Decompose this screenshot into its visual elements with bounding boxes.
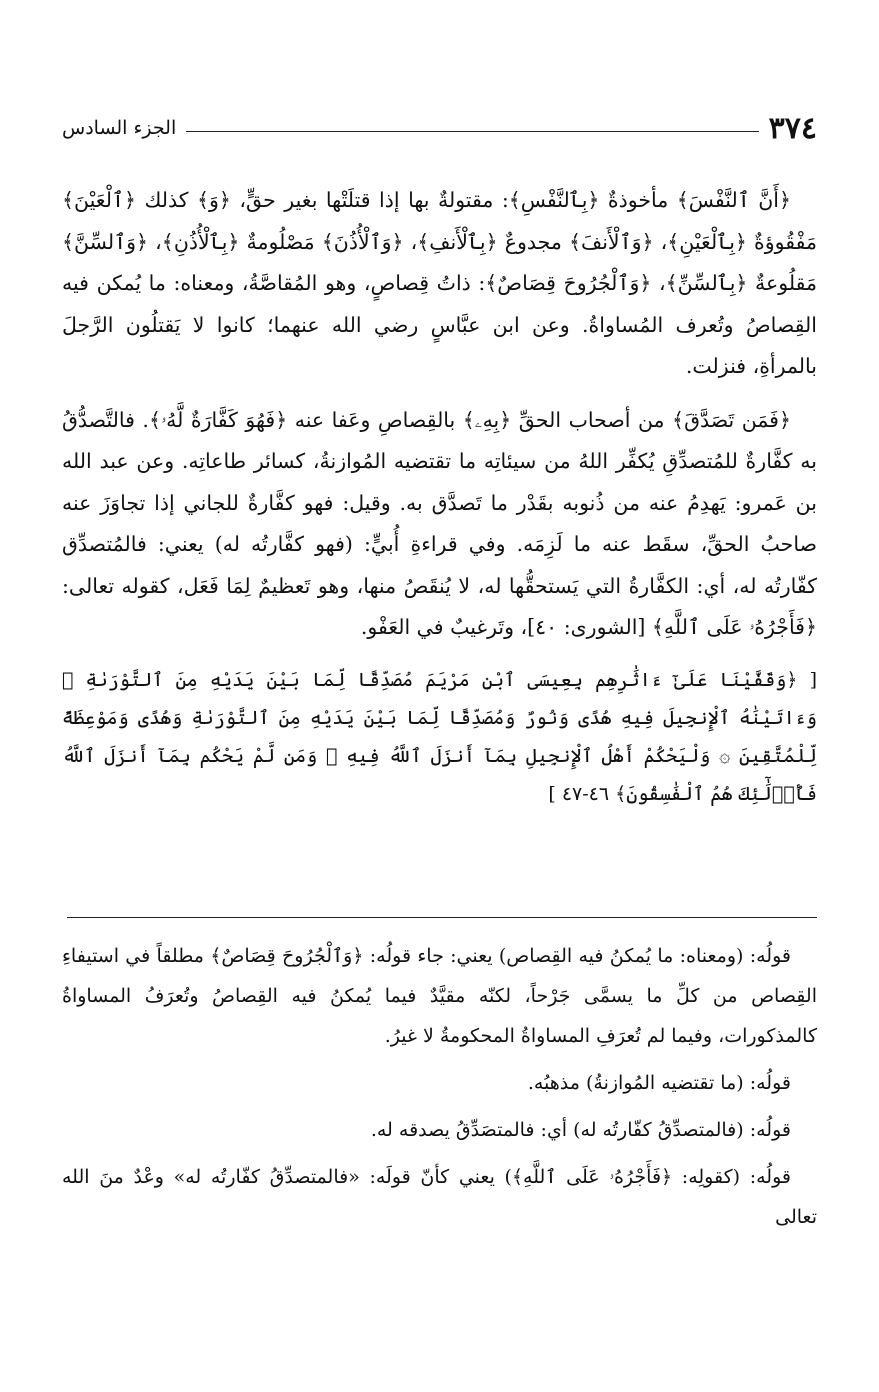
page-number: ٣٧٤ xyxy=(768,110,817,146)
paragraph-2: ﴿فَمَن تَصَدَّقَ﴾ من أصحاب الحقِّ ﴿بِهِۦ﴾ بالقِصاصِ وعَفا عنه ﴿فَهُوَ كَفَّارَةٌ لَّهُۥ﴾. فالتَّصدُّقُ به كفَّارةٌ للمُتصدِّقِ يُكفِّر اللهُ من سيئاتِه ما تقتضيه المُوازنةُ، كسائر طاعاتِه. وعن عبد الله بن عَمرو: يَهدِمُ عنه من ذُنوبه بقَدْر ما تَصدَّق به. وقيل: فهو كفَّارةٌ للجاني إذا تجاوَزَ عنه صاحبُ الحقِّ، سقَط عنه ما لَزِمَه. وفي قراءةِ أُبيٍّ: (فهو كفَّارتُه له) يعني: فالمُتصدِّق كفّارتُه له، أي: الكفَّارةُ التي يَستحقُّها له، لا يُنقَصُ منها، وهو تَعظيمٌ لِمَا فَعَل، كقوله تعالى: ﴿فَأَجْرُهُۥ عَلَى ٱللَّهِ﴾ [الشورى: ٤٠]، وتَرغيبٌ في العَفْو. xyxy=(62,407,817,639)
footnote-2: قولُه: (ما تقتضيه المُوازنةُ) مذهبُه. xyxy=(527,1072,791,1094)
footnotes xyxy=(62,936,817,1244)
quran-verse-block: [ ﴿وَقَفَّيْنَا عَلَىٰٓ ءَاثَٰرِهِم بِعِيسَى ٱبْنِ مَرْيَمَ مُصَدِّقًا لِّمَا بَيْنَ يَدَيْهِ مِنَ ٱلتَّوْرَىٰةِ ۖ وَءَاتَيْنَٰهُ ٱلْإِنجِيلَ فِيهِ هُدًى وَنُورٌ وَمُصَدِّقًا لِّمَا بَيْنَ يَدَيْهِ مِنَ ٱلتَّوْرَىٰةِ وَهُدًى وَمَوْعِظَةً لِّلْمُتَّقِينَ ۞ وَلْيَحْكُمْ أَهْلُ ٱلْإِنجِيلِ بِمَآ أَنزَلَ ٱللَّهُ فِيهِ ۚ وَمَن لَّمْ يَحْكُم بِمَآ أَنزَلَ ٱللَّهُ فَأُو۟لَٰٓئِكَ هُمُ ٱلْفَٰسِقُونَ﴾ ٤٦-٤٧ ] xyxy=(62,668,817,805)
header-rule xyxy=(186,131,758,132)
footnote-divider xyxy=(67,917,817,918)
book-part-title: الجزء السادس xyxy=(62,117,177,139)
main-text xyxy=(62,180,817,813)
page-header xyxy=(62,106,817,150)
footnote-3: قولُه: (فالمتصدِّقُ كفّارتُه له) أي: فالمتصَدِّقُ يصدقه له. xyxy=(370,1119,791,1141)
paragraph-1: ﴿أَنَّ ٱلنَّفْسَ﴾ مأخوذةٌ ﴿بِٱلنَّفْسِ﴾: مقتولةٌ بها إذا قتلَتْها بغير حقٍّ، ﴿وَ﴾ كذلك ﴿ٱلْعَيْنَ﴾ مَفْقُوؤةٌ ﴿بِٱلْعَيْنِ﴾، ﴿وَٱلْأَنفَ﴾ مجدوعٌ ﴿بِٱلْأَنفِ﴾، ﴿وَٱلْأُذُنَ﴾ مَصْلُومةٌ ﴿بِٱلْأُذُنِ﴾، ﴿وَٱلسِّنَّ﴾ مَقلُوعةٌ ﴿بِٱلسِّنِّ﴾، ﴿وَٱلْجُرُوحَ قِصَاصٌ﴾: ذاتُ قِصاصٍ، وهو المُقاصَّةُ، ومعناه: ما يُمكن فيه القِصاصُ وتُعرف المُساواةُ. وعن ابن عبَّاسٍ رضي الله عنهما؛ كانوا لا يَقتلُون الرَّجلَ بالمرأةِ، فنزلت. xyxy=(62,188,817,378)
footnote-1: قولُه: (ومعناه: ما يُمكنُ فيه القِصاص) يعني: جاء قولُه: ﴿وَٱلْجُرُوحَ قِصَاصٌ﴾ مطلقاً في استيفاءِ القِصاص من كلِّ ما يسمَّى جَرْحاً، لكنّه مقيَّدٌ فيما يُمكنُ فيه القِصاصُ وتُعرَفُ المساواةُ كالمذكورات، وفيما لم تُعرَفِ المساواةُ المحكومةُ لا غيرُ. xyxy=(62,945,817,1047)
footnote-4: قولُه: (كقولِه: ﴿فَأَجْرُهُۥ عَلَى ٱللَّهِ﴾) يعني كأنّ قولَه: «فالمتصدِّقُ كفّارتُه له» وعْدٌ منَ الله تعالى xyxy=(62,1166,817,1228)
